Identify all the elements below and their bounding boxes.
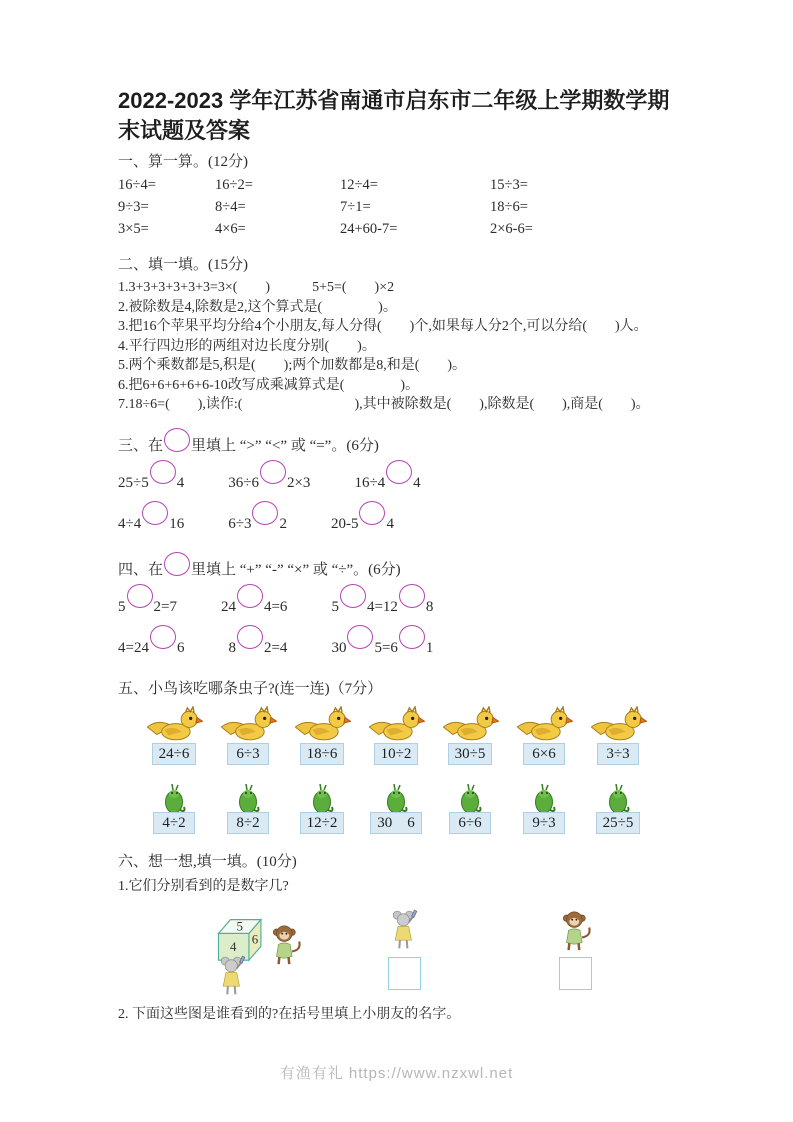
calc-problem: 3×5= [118,221,149,237]
section-matching [118,679,675,834]
fill-circle [252,501,278,525]
fill-circle [359,501,385,525]
page-title: 2022-2023 学年江苏省南通市启东市二年级上学期数学期末试题及答案 [118,88,670,143]
calc-problem: 24+60-7= [340,221,398,237]
bird-icon [145,706,203,746]
worm-expression-tag: 25÷5 [596,812,641,834]
fill-circle [142,501,168,525]
birds-row [140,706,652,765]
bird-icon [589,706,647,746]
bird-icon [293,706,351,746]
calc-problem: 18÷6= [490,199,528,215]
question-1-text: 1.它们分别看到的是数字几? [118,878,289,894]
expression-text: 2×3 [286,474,311,491]
expression-text: 8 [228,639,236,656]
worm-expression-tag: 4÷2 [153,812,195,834]
compare-problem [354,467,420,498]
expression-text: 里填上 “+” “-” “×” 或 “÷”。(6分) [191,561,401,578]
section-think-fill [118,852,675,1025]
section-four-heading [118,553,675,587]
section-six-heading: 六、想一想,填一填。(10分) [118,853,297,870]
worm-icon [383,781,409,815]
expression-text: 6 [176,639,185,656]
compare-problem [331,508,394,539]
bird-icon [441,706,499,746]
operator-problem [331,632,433,663]
expression-text: 4 [386,515,394,532]
bird-expression-tag: 18÷6 [300,743,345,765]
worm-item [584,781,652,834]
compare-problem [228,467,310,498]
worm-icon [235,781,261,815]
expression-text: 20-5 [330,515,359,532]
fill-circle [164,552,190,576]
mouse-figure [390,909,418,951]
expression-text: 5 [331,598,339,615]
operator-row [118,632,675,663]
calc-problem: 16÷2= [215,177,253,193]
fill-circle [340,584,366,608]
mouse-figure [218,955,246,997]
expression-text: 三、在 [118,437,164,454]
expression-text: 16 [169,515,185,532]
fill-circle [150,625,176,649]
section-four-rows [118,591,675,663]
bird-expression-tag: 6÷3 [227,743,269,765]
worm-icon [309,781,335,815]
monkey-figure [266,923,304,967]
expression-text: 里填上 “>” “<” 或 “=”。(6分) [191,437,379,454]
bird-expression-tag: 3÷3 [597,743,639,765]
operator-problem [331,591,433,622]
compare-row [118,467,675,498]
calc-problem: 12÷4= [340,177,378,193]
fill-lines [118,278,675,415]
section-fill-blanks [118,255,675,415]
calc-problem: 2×6-6= [490,221,533,237]
fill-circle [260,460,286,484]
operator-problem [228,632,287,663]
expression-text: 5=6 [374,639,398,656]
fill-circle [164,428,190,452]
expression-text: 4=12 [366,598,398,615]
expression-text: 2 [279,515,287,532]
worm-item [362,781,430,834]
bird-item [584,706,652,765]
expression-text: 4 [176,474,185,491]
section-compare [118,429,675,539]
section-operators [118,553,675,663]
worm-item [436,781,504,834]
bird-expression-tag: 30÷5 [448,743,493,765]
compare-problem [118,467,184,498]
question-2-text: 2. 下面这些图是谁看到的?在括号里填上小朋友的名字。 [118,1006,461,1022]
fill-circle [386,460,412,484]
bird-item [362,706,430,765]
worm-expression-tag: 6÷6 [449,812,491,834]
answer-box [388,957,421,990]
section-three-heading [118,429,675,463]
fill-circle [347,625,373,649]
expression-text: 2=4 [263,639,288,656]
fill-blank-item: 6.把6+6+6+6+6-10改写成乘减算式是( )。 [118,377,420,393]
worm-item [288,781,356,834]
section-three-rows [118,467,675,539]
cube-face-right: 6 [251,931,259,947]
bird-expression-tag: 6×6 [523,743,565,765]
expression-text: 36÷6 [228,474,259,491]
fill-blank-item: 4.平行四边形的两组对边长度分别( )。 [118,338,376,354]
calc-problem: 8÷4= [215,199,246,215]
expression-text: 5 [118,598,126,615]
fill-circle [399,584,425,608]
bird-item [140,706,208,765]
fill-circle [237,625,263,649]
expression-text: 30 [331,639,347,656]
calc-problem: 7÷1= [340,199,371,215]
calc-problem: 9÷3= [118,199,149,215]
expression-text: 4 [413,474,421,491]
bird-item [436,706,504,765]
worm-expression-tag: 8÷2 [227,812,269,834]
operator-problem [221,591,287,622]
bird-icon [515,706,573,746]
bird-expression-tag: 24÷6 [152,743,197,765]
bird-expression-tag: 10÷2 [374,743,419,765]
section-one-heading: 一、算一算。(12分) [118,154,248,170]
expression-text: 1 [425,639,434,656]
figures-area [118,901,675,1001]
expression-text: 6÷3 [228,515,252,532]
section-two-heading: 二、填一填。(15分) [118,257,248,273]
fill-blank-item: 2.被除数是4,除数是2,这个算式是( )。 [118,299,397,315]
calc-grid [118,175,675,239]
worms-row [140,781,652,834]
expression-text: 24 [220,598,236,615]
compare-row [118,508,675,539]
compare-problem [118,508,184,539]
worm-icon [605,781,631,815]
worm-expression-tag: 9÷3 [523,812,565,834]
fill-circle [150,460,176,484]
operator-problem [118,632,184,663]
monkey-figure [556,909,594,953]
worm-expression-tag: 30 6 [370,812,422,834]
operator-row [118,591,675,622]
answer-box [559,957,592,990]
expression-text: 16÷4 [354,474,386,491]
expression-text: 8 [425,598,434,615]
bird-icon [367,706,425,746]
section-five-heading: 五、小鸟该吃哪条虫子?(连一连)（7分） [118,680,383,697]
worm-icon [457,781,483,815]
calc-problem: 15÷3= [490,177,528,193]
expression-text: 4=6 [263,598,288,615]
cube-face-front: 4 [230,938,237,954]
bird-item [288,706,356,765]
operator-problem [118,591,177,622]
cube-face-top: 5 [236,918,243,934]
fill-circle [399,625,425,649]
fill-blank-item: 7.18÷6=( ),读作:( ),其中被除数是( ),除数是( ),商是( )。 [118,397,650,412]
fill-blank-item: 3.把16个苹果平均分给4个小朋友,每人分得( )个,如果每人分2个,可以分给( )人。 [118,319,648,334]
expression-text: 4÷4 [118,515,142,532]
fill-circle [127,584,153,608]
worm-icon [531,781,557,815]
bird-item [510,706,578,765]
fill-circle [237,584,263,608]
bird-icon [219,706,277,746]
expression-text: 2=7 [153,598,177,615]
worm-icon [161,781,187,815]
expression-text: 4=24 [118,639,149,656]
worm-expression-tag: 12÷2 [300,812,345,834]
bird-item [214,706,282,765]
expression-text: 四、在 [118,561,164,578]
calc-problem: 16÷4= [118,177,156,193]
section-calculate [118,152,675,239]
worm-item [510,781,578,834]
worm-item [214,781,282,834]
worm-item [140,781,208,834]
fill-blank-item: 1.3+3+3+3+3+3=3×( ) 5+5=( )×2 [118,280,395,295]
footer-watermark: 有渔有礼 https://www.nzxwl.net [279,1065,514,1082]
compare-problem [228,508,287,539]
calc-problem: 4×6= [215,221,246,237]
fill-blank-item: 5.两个乘数都是5,积是( );两个加数都是8,和是( )。 [118,358,467,373]
expression-text: 25÷5 [118,474,149,491]
